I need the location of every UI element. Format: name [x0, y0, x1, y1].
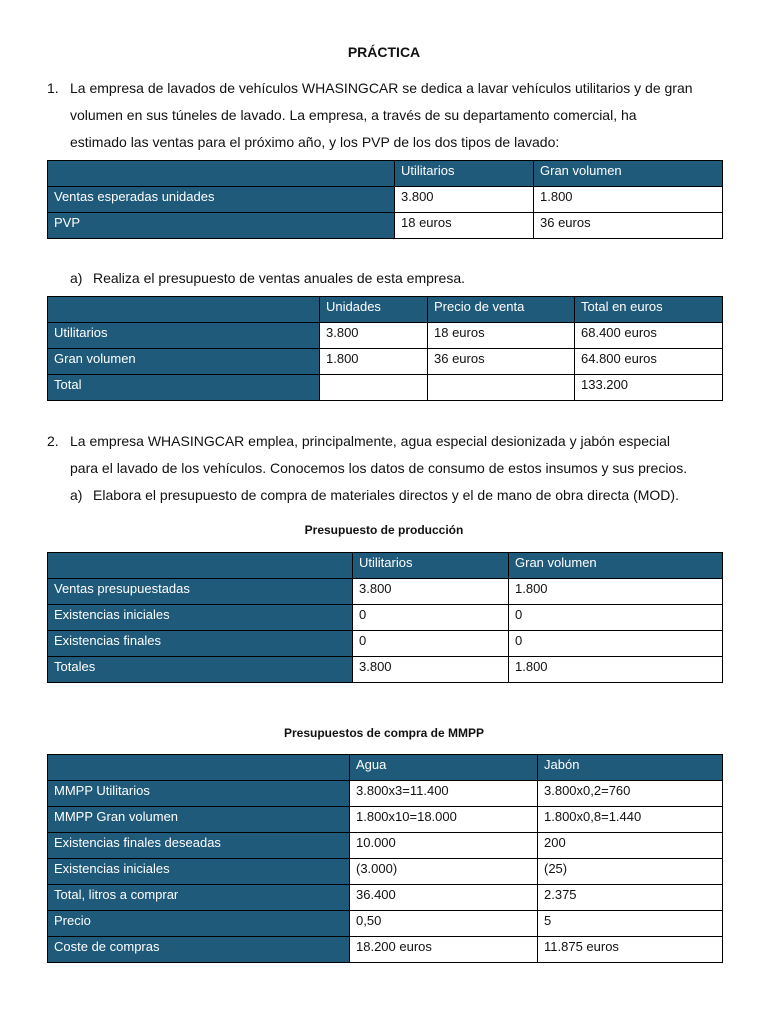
table-row [48, 833, 723, 859]
table-row [48, 349, 723, 375]
table-cell: 3.800 [353, 579, 509, 605]
table-header-cell: Gran volumen [534, 161, 723, 187]
table-cell: 1.800x0,8=1.440 [538, 807, 723, 833]
table-row [48, 375, 723, 401]
table-cell: 0 [509, 631, 723, 657]
sales-forecast-table [47, 160, 723, 239]
table-cell: 36.400 [350, 885, 538, 911]
table-row-label: Existencias finales deseadas [48, 833, 350, 859]
table-cell: 10.000 [350, 833, 538, 859]
table-cell: 0 [509, 605, 723, 631]
question-1-number: 1. [47, 80, 59, 96]
table-cell: 36 euros [428, 349, 575, 375]
table-cell: 5 [538, 911, 723, 937]
table-cell: 3.800 [353, 657, 509, 683]
question-1-line: estimado las ventas para el próximo año, y los PVP de los dos tipos de lavado: [70, 134, 560, 150]
table-row [48, 631, 723, 657]
table-row [48, 807, 723, 833]
table-row-label: Precio [48, 911, 350, 937]
table-cell [320, 375, 428, 401]
table-row-label: MMPP Utilitarios [48, 781, 350, 807]
table-header-cell [48, 553, 353, 579]
table-cell: 11.875 euros [538, 937, 723, 963]
table-cell: 1.800 [534, 187, 723, 213]
question-2a-text: Elabora el presupuesto de compra de materiales directos y el de mano de obra directa (MOD). [93, 487, 679, 503]
table-header-cell: Utilitarios [353, 553, 509, 579]
table-row [48, 187, 723, 213]
table-cell: 3.800 [395, 187, 534, 213]
table-row-label: Total [48, 375, 320, 401]
production-budget-title: Presupuesto de producción [304, 523, 464, 537]
table-cell: 18.200 euros [350, 937, 538, 963]
table-row [48, 579, 723, 605]
table-header-cell: Total en euros [575, 297, 723, 323]
table-cell: 0 [353, 605, 509, 631]
table-cell: 133.200 [575, 375, 723, 401]
table-row-label: Gran volumen [48, 349, 320, 375]
question-1-text [70, 75, 721, 156]
table-cell: 2.375 [538, 885, 723, 911]
production-budget-table [47, 552, 723, 683]
table-row [48, 657, 723, 683]
table-row-label: Existencias iniciales [48, 605, 353, 631]
table-header-row [48, 297, 723, 323]
table-row [48, 323, 723, 349]
table-header-cell [48, 161, 395, 187]
table-row-label: Utilitarios [48, 323, 320, 349]
table-row-label: Existencias finales [48, 631, 353, 657]
table-header-cell: Gran volumen [509, 553, 723, 579]
question-2-text [70, 428, 721, 482]
question-1a-text: Realiza el presupuesto de ventas anuales de esta empresa. [93, 270, 466, 286]
table-header-cell: Precio de venta [428, 297, 575, 323]
table-header-cell: Agua [350, 755, 538, 781]
table-cell: 18 euros [395, 213, 534, 239]
table-cell: 3.800x0,2=760 [538, 781, 723, 807]
table-cell: 200 [538, 833, 723, 859]
question-2-line: para el lavado de los vehículos. Conocemos los datos de consumo de estos insumos y sus precios. [70, 460, 688, 476]
table-header-cell [48, 755, 350, 781]
table-row-label: Existencias iniciales [48, 859, 350, 885]
table-cell: 3.800 [320, 323, 428, 349]
table-row [48, 213, 723, 239]
table-row [48, 781, 723, 807]
table-cell: 0,50 [350, 911, 538, 937]
question-1a-label: a) [70, 270, 83, 286]
table-row-label: Ventas esperadas unidades [48, 187, 395, 213]
question-2-number: 2. [47, 433, 59, 449]
table-cell: 1.800 [509, 579, 723, 605]
table-header-cell [48, 297, 320, 323]
sales-budget-table [47, 296, 723, 401]
table-row [48, 605, 723, 631]
table-row-label: Totales [48, 657, 353, 683]
table-row [48, 859, 723, 885]
table-cell: 68.400 euros [575, 323, 723, 349]
question-2-line: La empresa WHASINGCAR emplea, principalmente, agua especial desionizada y jabón especial [70, 433, 670, 449]
page-title: PRÁCTICA [347, 44, 421, 60]
table-cell: 1.800 [509, 657, 723, 683]
purchases-budget-title: Presupuestos de compra de MMPP [283, 726, 485, 740]
question-2a-label: a) [70, 487, 83, 503]
table-cell: 36 euros [534, 213, 723, 239]
table-header-row [48, 553, 723, 579]
table-row [48, 937, 723, 963]
table-header-row [48, 755, 723, 781]
question-1-line: La empresa de lavados de vehículos WHASINGCAR se dedica a lavar vehículos utilitarios y de gran [70, 80, 693, 96]
table-row-label: PVP [48, 213, 395, 239]
purchases-budget-table [47, 754, 723, 963]
table-row-label: Coste de compras [48, 937, 350, 963]
table-cell: 18 euros [428, 323, 575, 349]
table-cell: 1.800x10=18.000 [350, 807, 538, 833]
table-row [48, 911, 723, 937]
table-cell: (3.000) [350, 859, 538, 885]
table-row-label: MMPP Gran volumen [48, 807, 350, 833]
table-cell: (25) [538, 859, 723, 885]
table-header-row [48, 161, 723, 187]
table-row [48, 885, 723, 911]
table-cell: 0 [353, 631, 509, 657]
question-1-line: volumen en sus túneles de lavado. La empresa, a través de su departamento comercial, ha [70, 107, 637, 123]
table-cell: 1.800 [320, 349, 428, 375]
table-header-cell: Unidades [320, 297, 428, 323]
table-cell: 64.800 euros [575, 349, 723, 375]
table-cell [428, 375, 575, 401]
table-header-cell: Utilitarios [395, 161, 534, 187]
table-row-label: Total, litros a comprar [48, 885, 350, 911]
table-cell: 3.800x3=11.400 [350, 781, 538, 807]
table-header-cell: Jabón [538, 755, 723, 781]
table-row-label: Ventas presupuestadas [48, 579, 353, 605]
